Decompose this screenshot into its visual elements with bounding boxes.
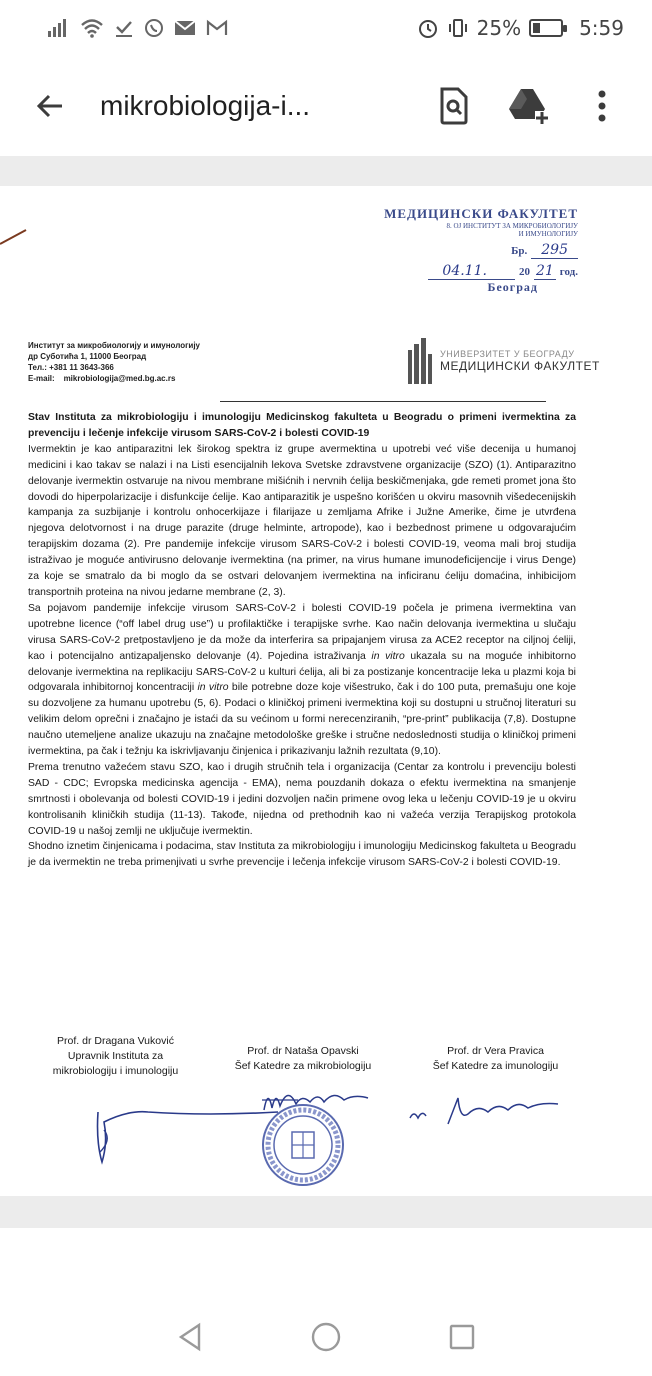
more-options-button[interactable] bbox=[578, 82, 626, 130]
paragraph-3: Prema trenutno važećem stavu SZO, kao i drugih stručnih tela i organizacija (Centar za kontrolu i prevenciju bolesti SAD - CDC; Evropska medicinska agencija - EMA), nema pouzdanih dokaza o efektu ivermektina na smanjenje smrtnosti i obolevanja od bolesti COVID-19 i jedini dozvoljen način primene ovog leka u lečenju COVID-19 je u okviru kontrolisanih kliničkih studija (11-13). Takođe, nijedna od prethodnih kao ni važeća verzija Terapijskog protokola COVID-19 u našoj zemlji ne uključuje ivermektin. bbox=[28, 761, 576, 837]
signature-block-2 bbox=[218, 1044, 388, 1074]
stamp-number-value: 295 bbox=[531, 242, 578, 259]
app-bar bbox=[0, 56, 652, 156]
signal-icon bbox=[48, 19, 70, 37]
add-to-drive-button[interactable] bbox=[504, 82, 552, 130]
document-page-2 bbox=[0, 1228, 652, 1298]
stamp-line2: 8. ОЈ ИНСТИТУТ ЗА МИКРОБИОЛОГИЈУ bbox=[446, 222, 578, 230]
stamp-year-suffix: год. bbox=[559, 266, 578, 278]
stamp-date-row bbox=[368, 263, 578, 280]
find-in-document-button[interactable] bbox=[430, 82, 478, 130]
vibrate-icon bbox=[447, 17, 469, 39]
viber-icon bbox=[144, 18, 164, 38]
signature-3-role-line1: Šef Katedre za imunologiju bbox=[432, 1060, 559, 1072]
back-button[interactable] bbox=[0, 56, 100, 156]
document-title: mikrobiologija-i... bbox=[100, 90, 311, 121]
paragraph-2-part-b: ukazala su na moguće inhibitorno delovanje ivermektina na replikaciju SARS-CoV-2 u kulturi ćelija, ali bi za postizanje koncentracije leka u plazmi koja bi odgovarala inhibitornoj koncentraciji bbox=[28, 650, 576, 694]
stamp-line1: МЕДИЦИНСКИ ФАКУЛТЕТ bbox=[384, 206, 578, 221]
paragraph-2-part-a: Sa pojavom pandemije infekcije virusom SARS-CoV-2 i bolesti COVID-19 počela je primena ivermektina van upotrebne licence (“off label drug use”) u profilaktičke i terapijske svrhe. Kao način delovanja ivermektina u slučaju virusa SARS-CoV-2 pretpostavljeno je da može da interferira sa pripajanjem virusa za ACE2 receptor na ciljnoj ćeliji, kao i potencijalno antizapaljensko delovanje (4). Pojedina istraživanja bbox=[28, 602, 576, 662]
paragraph-1: Ivermektin je kao antiparazitni lek širokog spektra iz grupe avermektina u upotrebi već više decenija u humanoj medicini i kao takav se nalazi i na Listi esencijalnih lekova Svetske zdravstvene organizacije (SZO) (1). Antiparazitno delovanje ivermektin ostvaruje na nivou membrane mišićnih i nervnih ćelija beskičmenjaka, gde remeti promet jona što dovodi do hiperpolarizacije i disfunkcije ćelije. Kao antiparazitik je uspešno korišćen u okviru masovnih višedecenijskih kampanja za suzbijanje i kontrolu onhocerkijaze i filarijaze u zemljama Afrike i Južne Amerike, čime je utvrđena njegova delotvornost i na druge parazite (druge helminte, artropode), kao i bezbednost primene u odgovarajućim terapijskim dozama (2). Pre pandemije infekcije virusom SARS-CoV-2 i bolesti COVID-19, veoma mali broj studija istraživao je moguće antivirusno delovanje ivermektina (na primer, na virus humane imunodeficijencije i virus Denge) za koje se smatralo da bi moglo da se ostvari delovanjem ivermektina na inficiranu ćeliju domaćina, inhibicijom transportnih proteina na nivou jedarne membrane (2, 3). bbox=[28, 443, 576, 598]
signature-3-name: Prof. dr Vera Pravica bbox=[447, 1045, 544, 1057]
address-line3: Тел.: +381 11 3643-366 bbox=[28, 363, 114, 372]
signature-1-role-line2: mikrobiologiju i imunologiju bbox=[52, 1065, 179, 1077]
stamp-number-label: Бр. bbox=[511, 245, 528, 257]
stamp-city-row bbox=[368, 280, 578, 295]
battery-percent: 25% bbox=[476, 16, 522, 40]
faculty-logo-text bbox=[440, 349, 600, 373]
handwritten-signature-3 bbox=[408, 1090, 568, 1130]
nav-home-icon bbox=[310, 1321, 342, 1353]
logo-line1: УНИВЕРЗИТЕТ У БЕОГРАДУ bbox=[440, 349, 575, 359]
signatures bbox=[28, 1034, 576, 1194]
add-to-drive-icon bbox=[507, 87, 549, 125]
header-rule bbox=[220, 401, 546, 402]
stamp-year-value: 21 bbox=[535, 263, 554, 279]
signature-block-1 bbox=[28, 1034, 203, 1079]
status-bar bbox=[0, 0, 652, 56]
pen-mark bbox=[0, 216, 30, 246]
logo-line2: МЕДИЦИНСКИ ФАКУЛТЕТ bbox=[440, 359, 600, 373]
address-line4: E-mail: mikrobiologija@med.bg.ac.rs bbox=[28, 374, 176, 383]
paragraph-4: Shodno iznetim činjenicama i podacima, stav Instituta za mikrobiologiju i imunologiju Medicinskog fakulteta u Beogradu je da ivermektin ne treba primenjivati u svrhe prevencije i lečenja infekcije virusom SARS-CoV-2 i bolesti COVID-19. bbox=[28, 841, 576, 869]
nav-back-icon bbox=[177, 1322, 203, 1352]
nav-home-button[interactable] bbox=[306, 1317, 346, 1357]
alarm-icon bbox=[417, 17, 439, 39]
signature-2-name: Prof. dr Nataša Opavski bbox=[247, 1045, 359, 1057]
paragraph-2-italic-2: in vitro bbox=[197, 682, 229, 694]
stamp-line3: И ИМУНОЛОГИЈУ bbox=[518, 230, 578, 238]
arrow-back-icon bbox=[34, 90, 66, 122]
app-actions bbox=[430, 82, 652, 130]
battery-fill bbox=[533, 23, 540, 33]
download-done-icon bbox=[114, 18, 134, 38]
gmail-icon bbox=[206, 19, 228, 37]
signature-1-name: Prof. dr Dragana Vuković bbox=[57, 1035, 174, 1047]
signature-2-role-line1: Šef Katedre za mikrobiologiju bbox=[234, 1060, 372, 1072]
stamp-number-row bbox=[368, 242, 578, 259]
stamp-date-value: 04.11. bbox=[428, 263, 515, 280]
nav-back-button[interactable] bbox=[170, 1317, 210, 1357]
document-heading: Stav Instituta za mikrobiologiju i imunologiju Medicinskog fakulteta u Beogradu o primeni ivermektina za prevenciju i lečenje infekcije virusom SARS-CoV-2 i bolesti COVID-19 bbox=[28, 412, 576, 439]
stamp-year-prefix: 20 bbox=[518, 266, 530, 278]
signature-block-3 bbox=[408, 1044, 583, 1074]
paragraph-2-italic-1: in vitro bbox=[371, 650, 405, 662]
document-body bbox=[28, 410, 576, 871]
paragraph-2-part-c: bile potrebne doze koje višestruko, čak i do 100 puta, premašuju one koje su dozvoljene za humanu upotrebu (5, 6). Podaci o kliničkoj primeni ivermektina koji su dostupni u stručnoj literaturi su velikim delom oprečni i značajno je istaći da su većinom u formi nerecenziranih, “pre-print” publikacija (7,8). Dostupne naučno utemeljene analize ukazuju na značajne metodološke greške i stručne nedoslednosti studija o kliničkoj primeni ivermektina, pa čak i težnju ka iskrivljavanju činjenica i prikazivanju lažnih rezultata (9,10). bbox=[28, 682, 576, 758]
status-icons-left bbox=[48, 18, 228, 38]
navigation-bar bbox=[0, 1298, 652, 1376]
signature-1-role-line1: Upravnik Instituta za bbox=[67, 1050, 164, 1062]
document-viewer[interactable] bbox=[0, 156, 652, 1298]
mail-icon bbox=[174, 19, 196, 37]
faculty-logo-mark bbox=[408, 338, 432, 384]
nav-recents-button[interactable] bbox=[442, 1317, 482, 1357]
stamp-city: Београд bbox=[487, 280, 538, 294]
handwritten-signature-1 bbox=[68, 1082, 288, 1172]
search-document-icon bbox=[438, 87, 470, 125]
more-vert-icon bbox=[597, 89, 607, 123]
document-page-1 bbox=[0, 186, 652, 1196]
wifi-icon bbox=[80, 18, 104, 38]
institute-address bbox=[28, 340, 200, 384]
paragraph-2 bbox=[28, 601, 576, 760]
address-line2: др Суботића 1, 11000 Београд bbox=[28, 352, 147, 361]
address-line1: Институт за микробиологију и имунологију bbox=[28, 341, 201, 350]
official-seal-icon bbox=[260, 1102, 346, 1188]
battery-icon bbox=[529, 19, 563, 37]
clock: 5:59 bbox=[579, 16, 624, 40]
faculty-logo bbox=[408, 338, 600, 384]
nav-recents-icon bbox=[448, 1323, 476, 1351]
faculty-stamp bbox=[368, 206, 578, 295]
status-icons-right bbox=[417, 16, 624, 40]
